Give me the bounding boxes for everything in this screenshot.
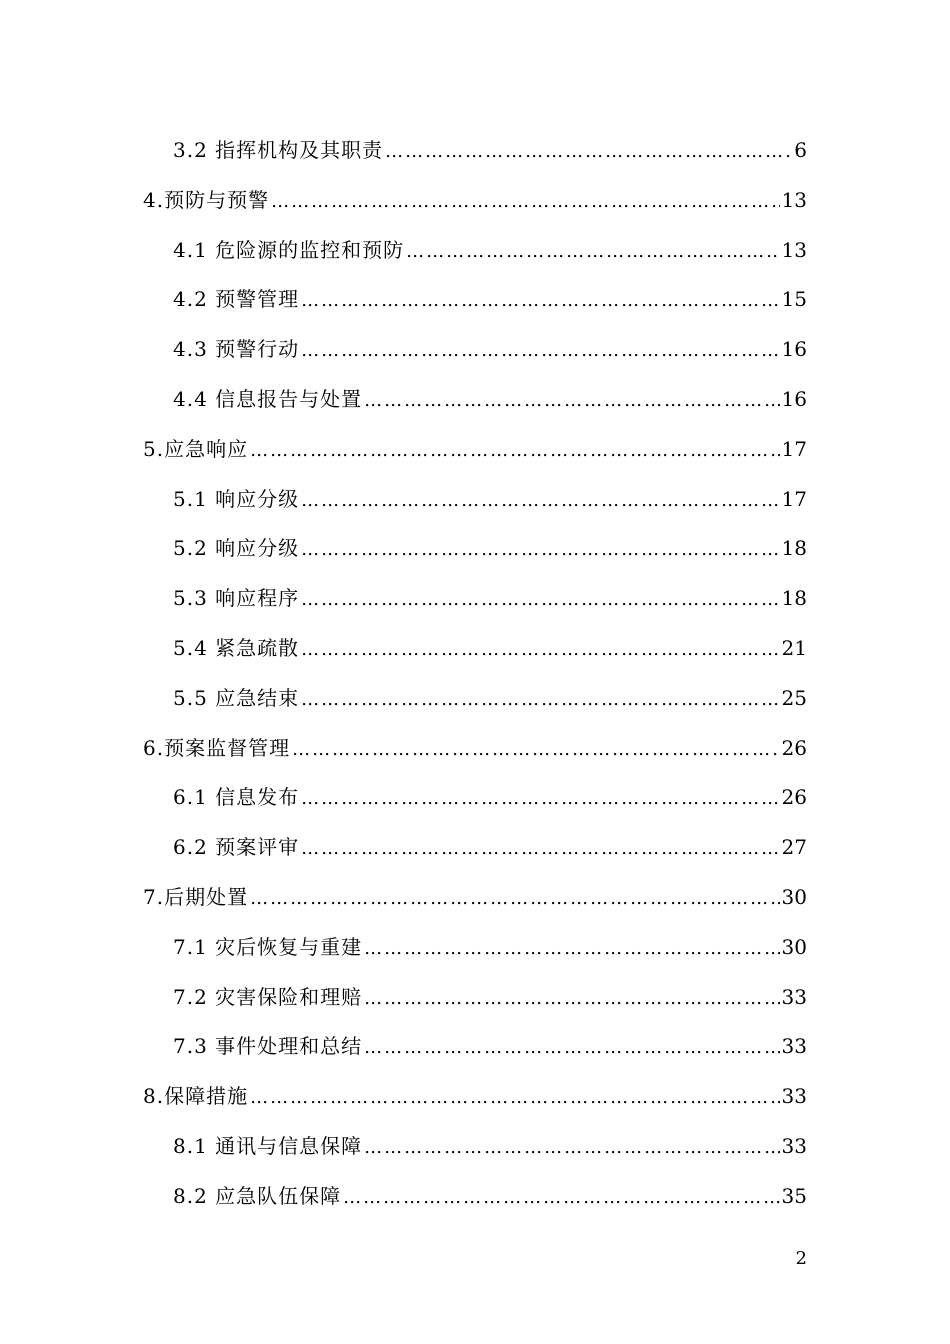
toc-entry-title: 8.2 应急队伍保障 bbox=[173, 1183, 342, 1208]
toc-entry[interactable] bbox=[143, 1026, 807, 1076]
toc-dot-leader bbox=[250, 879, 779, 919]
toc-entry[interactable] bbox=[143, 180, 807, 230]
toc-dot-leader bbox=[343, 1178, 779, 1218]
page-number: 2 bbox=[795, 1248, 807, 1269]
toc-dot-leader bbox=[292, 730, 779, 770]
toc-dot-leader bbox=[406, 232, 779, 272]
toc-entry[interactable] bbox=[143, 578, 807, 628]
toc-entry-title: 5.3 响应程序 bbox=[173, 586, 300, 611]
toc-entry-title: 8.1 通讯与信息保障 bbox=[173, 1133, 363, 1158]
toc-entry-title: 4.预防与预警 bbox=[143, 187, 270, 212]
toc-entry-page: 15 bbox=[781, 287, 807, 312]
toc-entry-title: 5.2 响应分级 bbox=[173, 536, 300, 561]
toc-entry[interactable] bbox=[143, 728, 807, 778]
toc-entry[interactable] bbox=[143, 1076, 807, 1126]
toc-entry[interactable] bbox=[143, 977, 807, 1027]
toc-entry-title: 4.4 信息报告与处置 bbox=[173, 386, 363, 411]
toc-entry-page: 17 bbox=[781, 436, 807, 461]
toc-entry-title: 4.2 预警管理 bbox=[173, 287, 300, 312]
toc-entry-title: 8.保障措施 bbox=[143, 1084, 249, 1109]
toc-entry-title: 7.2 灾害保险和理赔 bbox=[173, 984, 363, 1009]
toc-entry-page: 25 bbox=[781, 685, 807, 710]
toc-entry-title: 5.1 响应分级 bbox=[173, 486, 300, 511]
toc-entry[interactable] bbox=[143, 1176, 807, 1226]
toc-dot-leader bbox=[364, 1128, 779, 1168]
toc-entry-title: 7.1 灾后恢复与重建 bbox=[173, 934, 363, 959]
toc-dot-leader bbox=[250, 1078, 779, 1118]
toc-entry[interactable] bbox=[143, 329, 807, 379]
toc-dot-leader bbox=[364, 1028, 779, 1068]
toc-entry[interactable] bbox=[143, 479, 807, 529]
toc-dot-leader bbox=[301, 481, 779, 521]
toc-dot-leader bbox=[301, 530, 779, 570]
toc-entry-title: 4.3 预警行动 bbox=[173, 337, 300, 362]
toc-entry-page: 26 bbox=[781, 735, 807, 760]
toc-entry[interactable] bbox=[143, 130, 807, 180]
toc-dot-leader bbox=[301, 331, 779, 371]
toc-dot-leader bbox=[301, 580, 779, 620]
toc-entry-title: 6.预案监督管理 bbox=[143, 735, 291, 760]
table-of-contents bbox=[143, 130, 807, 1226]
toc-dot-leader bbox=[364, 381, 779, 421]
toc-entry-page: 16 bbox=[781, 386, 807, 411]
toc-entry[interactable] bbox=[143, 379, 807, 429]
toc-entry-page: 33 bbox=[781, 1034, 807, 1059]
toc-entry-page: 33 bbox=[781, 1133, 807, 1158]
toc-entry-title: 6.1 信息发布 bbox=[173, 785, 300, 810]
toc-entry-page: 33 bbox=[781, 1084, 807, 1109]
toc-entry-title: 5.应急响应 bbox=[143, 436, 249, 461]
toc-entry-page: 35 bbox=[781, 1183, 807, 1208]
toc-entry[interactable] bbox=[143, 877, 807, 927]
toc-entry-page: 13 bbox=[781, 237, 807, 262]
toc-entry-title: 4.1 危险源的监控和预防 bbox=[173, 237, 405, 262]
toc-entry-title: 5.4 紧急疏散 bbox=[173, 635, 300, 660]
toc-dot-leader bbox=[301, 779, 779, 819]
toc-dot-leader bbox=[364, 979, 779, 1019]
toc-entry[interactable] bbox=[143, 927, 807, 977]
toc-entry-title: 7.后期处置 bbox=[143, 884, 249, 909]
toc-dot-leader bbox=[271, 182, 779, 222]
toc-entry-page: 13 bbox=[781, 187, 807, 212]
toc-entry[interactable] bbox=[143, 678, 807, 728]
toc-entry[interactable] bbox=[143, 777, 807, 827]
toc-entry-title: 7.3 事件处理和总结 bbox=[173, 1034, 363, 1059]
toc-entry[interactable] bbox=[143, 628, 807, 678]
toc-entry-page: 18 bbox=[781, 586, 807, 611]
toc-entry-title: 5.5 应急结束 bbox=[173, 685, 300, 710]
toc-dot-leader bbox=[301, 630, 779, 670]
toc-entry-title: 3.2 指挥机构及其职责 bbox=[173, 138, 384, 162]
toc-entry-page: 30 bbox=[781, 934, 807, 959]
toc-dot-leader bbox=[385, 132, 792, 172]
toc-entry[interactable] bbox=[143, 827, 807, 877]
toc-entry-page: 30 bbox=[781, 884, 807, 909]
toc-entry-page: 27 bbox=[781, 835, 807, 860]
toc-dot-leader bbox=[364, 929, 779, 969]
toc-entry-page: 21 bbox=[781, 635, 807, 660]
toc-entry-page: 33 bbox=[781, 984, 807, 1009]
toc-entry-title: 6.2 预案评审 bbox=[173, 835, 300, 860]
toc-entry[interactable] bbox=[143, 279, 807, 329]
toc-entry[interactable] bbox=[143, 528, 807, 578]
toc-entry-page: 26 bbox=[781, 785, 807, 810]
toc-entry[interactable] bbox=[143, 1126, 807, 1176]
toc-dot-leader bbox=[301, 829, 779, 869]
toc-entry[interactable] bbox=[143, 230, 807, 280]
toc-entry-page: 18 bbox=[781, 536, 807, 561]
toc-entry-page: 16 bbox=[781, 337, 807, 362]
toc-dot-leader bbox=[301, 281, 779, 321]
toc-dot-leader bbox=[250, 431, 779, 471]
toc-entry[interactable] bbox=[143, 429, 807, 479]
toc-entry-page: 17 bbox=[781, 486, 807, 511]
toc-dot-leader bbox=[301, 680, 779, 720]
toc-entry-page: 6 bbox=[794, 138, 807, 162]
